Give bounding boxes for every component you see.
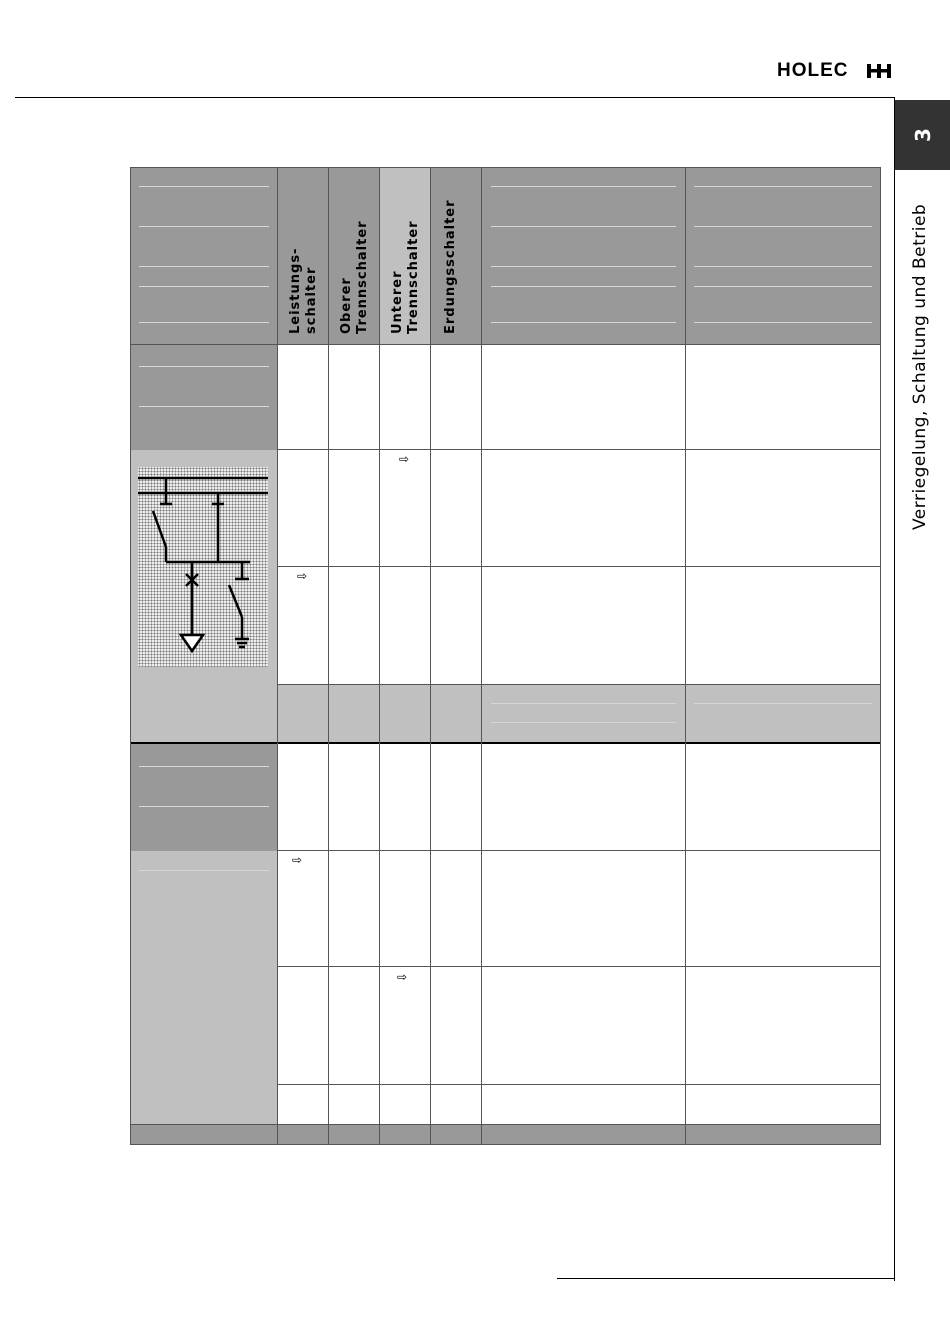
section1-title-cell <box>130 344 277 450</box>
chapter-number-text: 3 <box>910 128 935 142</box>
section2-title-cell <box>130 744 277 851</box>
column-header-circuit-breaker <box>288 248 320 334</box>
column-header-line: Leistungs- <box>288 247 303 334</box>
arrow-right-icon: ⇨ <box>397 970 408 984</box>
chapter-title: Verriegelung, Schaltung und Betrieb <box>910 203 930 530</box>
footer-row-fill <box>130 1125 881 1144</box>
column-header-earthing-switch <box>443 199 459 334</box>
column-header-line: Erdungsschalter <box>443 199 458 334</box>
column-header-upper-disconnector <box>339 220 371 334</box>
column-header-line: Unterer <box>390 270 405 334</box>
section1-summary-row <box>130 685 881 743</box>
column-header-line: Trennschalter <box>355 220 370 334</box>
arrow-right-icon: ⇨ <box>292 853 303 867</box>
column-header-lower-disconnector <box>390 220 422 334</box>
column-header-line: Trennschalter <box>406 220 421 334</box>
arrow-right-icon: ⇨ <box>297 569 308 583</box>
arrow-right-icon: ⇨ <box>399 452 410 466</box>
column-header-line: schalter <box>304 266 319 334</box>
single-line-diagram-icon <box>138 467 268 667</box>
holec-logo-text: HOLEC <box>777 60 849 81</box>
header-row-fill <box>130 168 881 344</box>
section2-side-cell <box>130 851 277 1125</box>
column-header-line: Oberer <box>339 277 354 334</box>
